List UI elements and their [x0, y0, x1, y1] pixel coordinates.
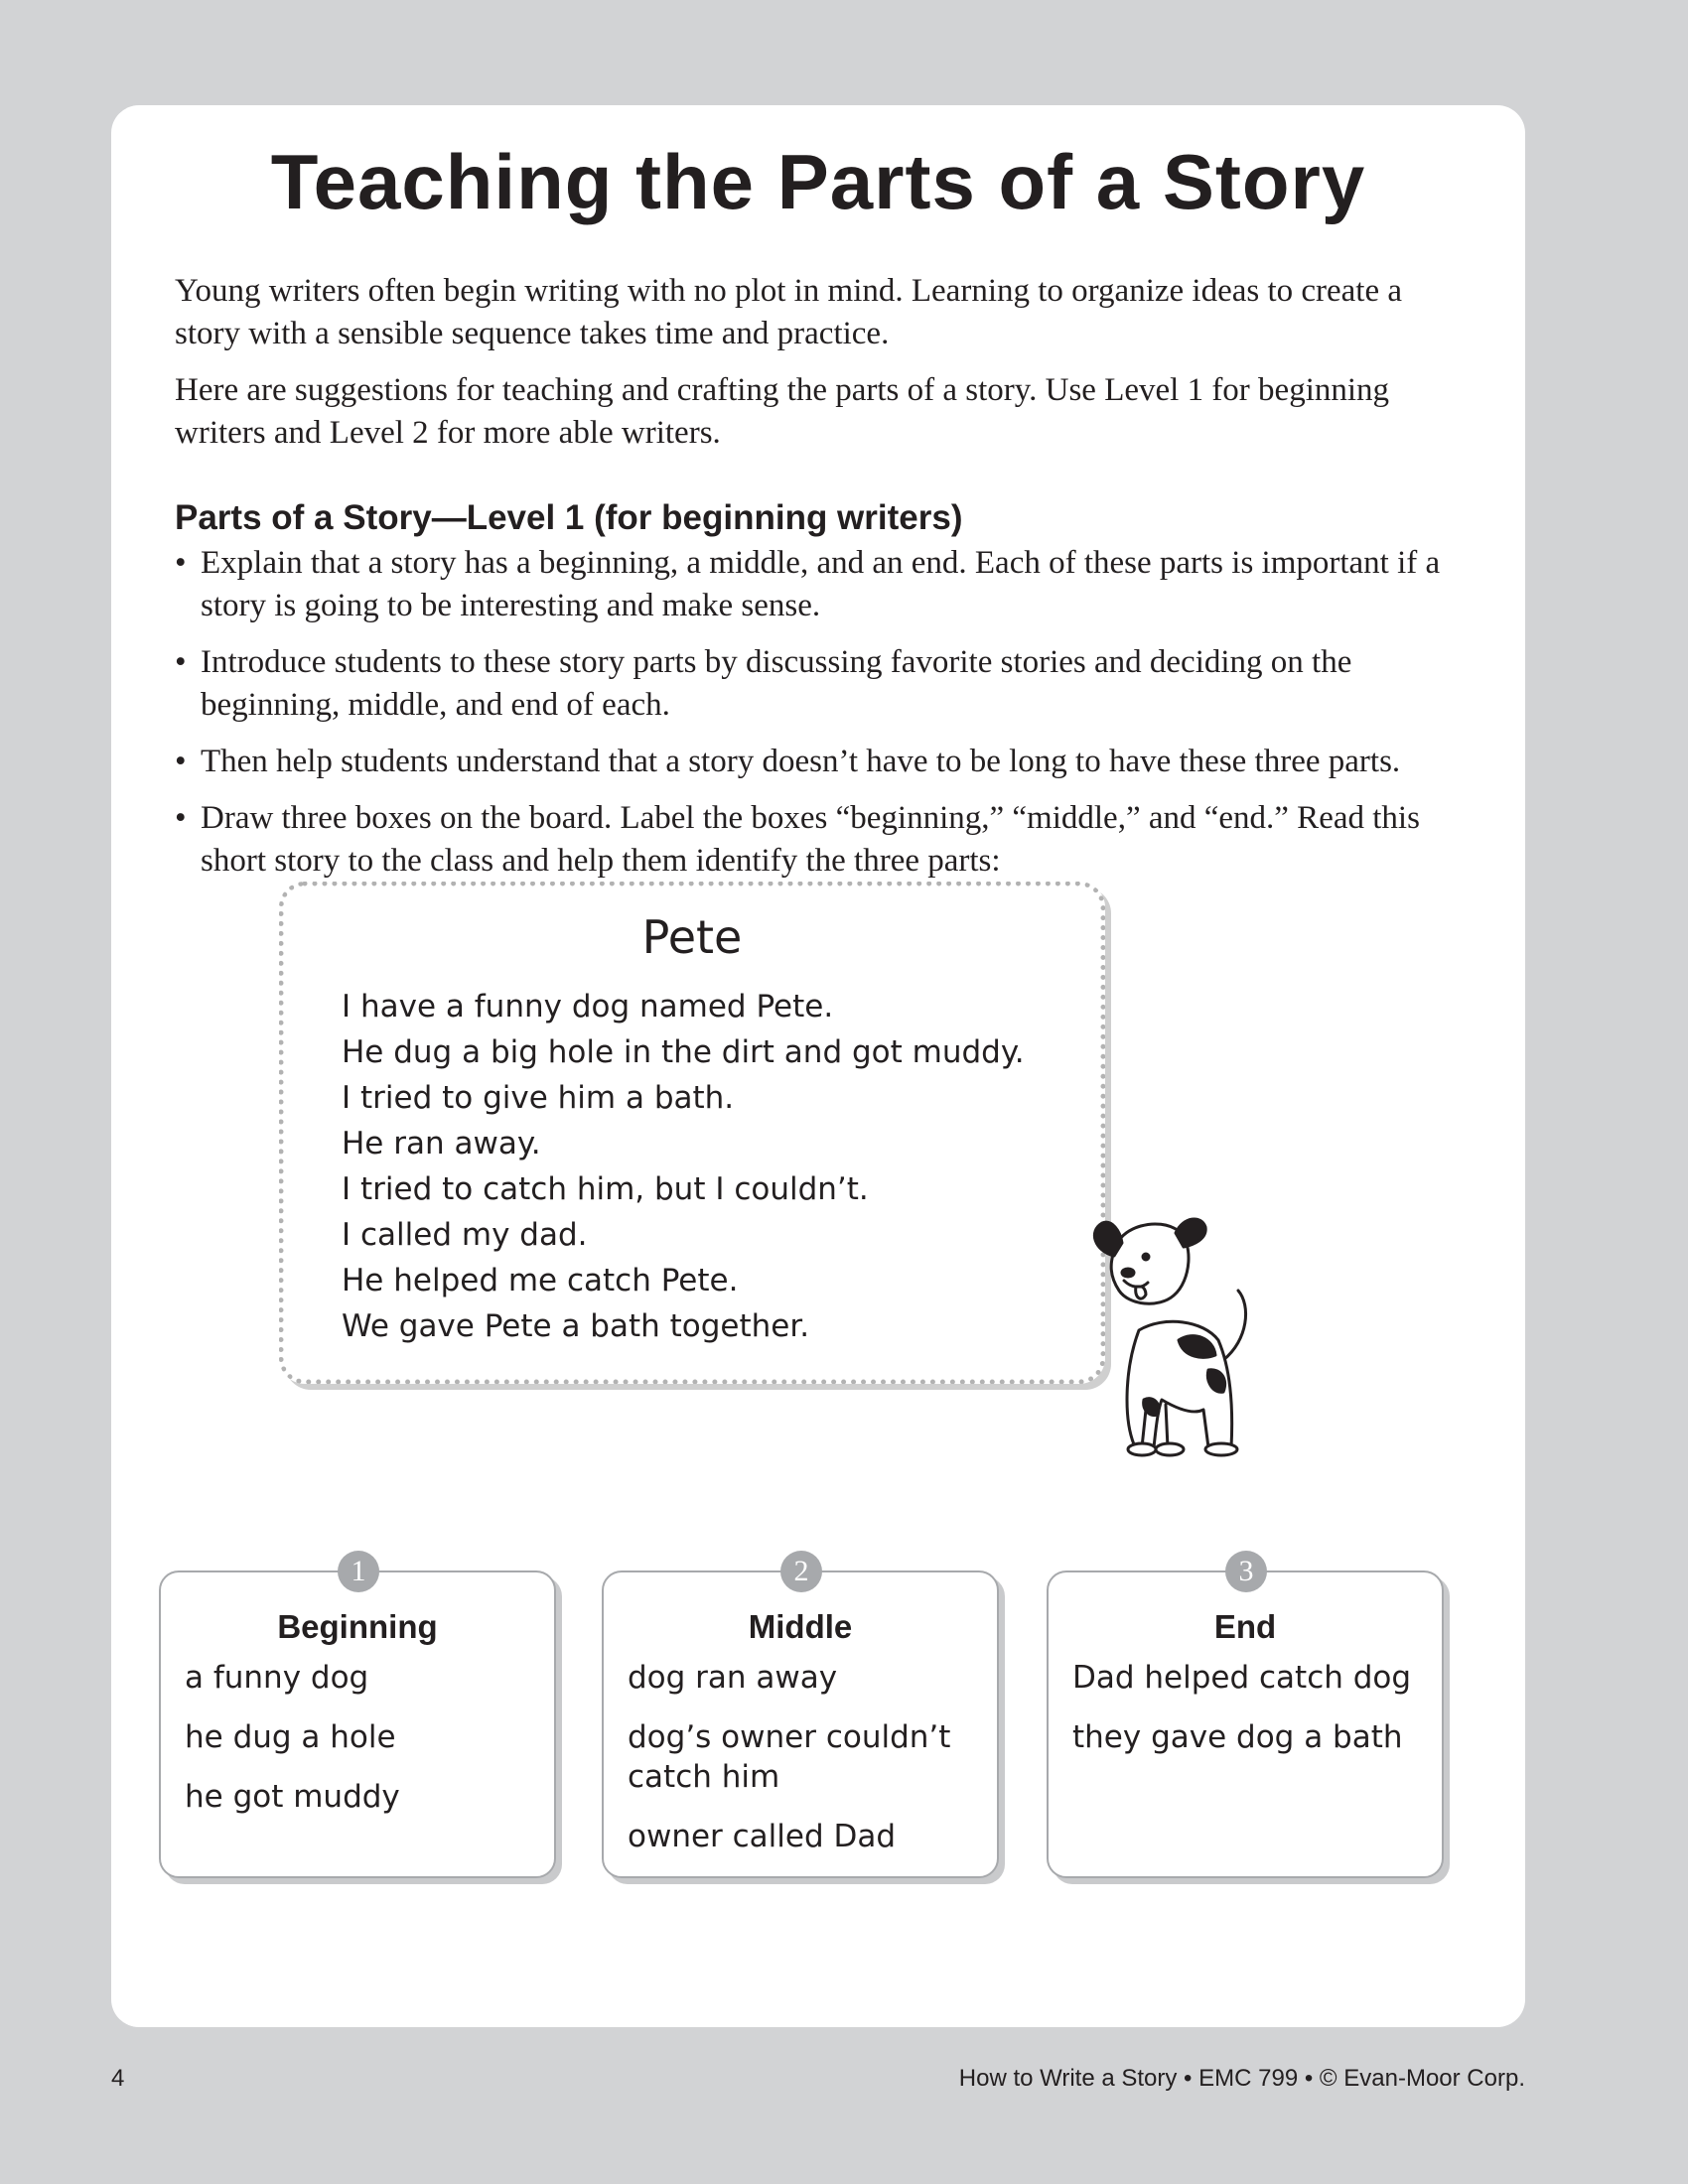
card-item: Dad helped catch dog: [1072, 1660, 1412, 1696]
intro-paragraph: Young writers often begin writing with no plot in mind. Learning to organize ideas to create a story with a sensible sequence takes time and practice.: [175, 273, 1403, 351]
bullet-icon: •: [175, 545, 187, 581]
middle-card: [602, 1555, 999, 1878]
bullet-item: [175, 641, 1466, 727]
card-item: a funny dog: [185, 1660, 369, 1696]
card-item: dog’s owner couldn’t catch him: [628, 1719, 951, 1795]
story-line: We gave Pete a bath together.: [342, 1308, 810, 1344]
story-box: [279, 882, 1105, 1384]
section-heading: Parts of a Story—Level 1 (for beginning writers): [175, 498, 963, 537]
story-line: I called my dad.: [342, 1217, 588, 1253]
bullet-item: [175, 542, 1466, 627]
story-line: He dug a big hole in the dirt and got muddy.: [342, 1034, 1025, 1070]
bullet-item: [175, 741, 1466, 783]
bullet-item: [175, 797, 1466, 883]
bullet-text: Introduce students to these story parts by discussing favorite stories and deciding on the beginning, middle, and end of each.: [201, 644, 1352, 723]
card-item: he got muddy: [185, 1779, 400, 1815]
bullet-icon: •: [175, 644, 187, 680]
card-item: he dug a hole: [185, 1719, 396, 1755]
bullet-text: Then help students understand that a story doesn’t have to be long to have these three parts.: [201, 744, 1401, 779]
intro-text: [175, 270, 1466, 469]
card-title: End: [1213, 1608, 1277, 1645]
page-number: 4: [111, 2065, 125, 2092]
end-card: [1047, 1555, 1444, 1878]
card-title: Beginning: [277, 1608, 438, 1645]
card-items: [185, 1658, 542, 1837]
card-item: owner called Dad: [628, 1819, 897, 1854]
step-number-badge: 3: [1225, 1551, 1267, 1592]
step-number-badge: 2: [780, 1551, 822, 1592]
bullet-text: Explain that a story has a beginning, a middle, and an end. Each of these parts is important if a story is going to be interesting and make sense.: [201, 545, 1441, 623]
story-line: He ran away.: [342, 1126, 541, 1161]
step-number-badge: 1: [338, 1551, 379, 1592]
card-items: [628, 1658, 985, 1876]
footer-credit: How to Write a Story • EMC 799 • © Evan-Moor Corp.: [958, 2065, 1525, 2092]
story-line: I tried to give him a bath.: [342, 1080, 735, 1116]
beginning-card: [159, 1555, 556, 1878]
card-item: they gave dog a bath: [1072, 1719, 1403, 1755]
story-line: I tried to catch him, but I couldn’t.: [342, 1171, 869, 1207]
story-line: He helped me catch Pete.: [342, 1263, 739, 1298]
bullet-list: [175, 542, 1466, 896]
card-items: [1072, 1658, 1430, 1777]
intro-paragraph: Here are suggestions for teaching and crafting the parts of a story. Use Level 1 for beginning writers and Level 2 for more able writers.: [175, 372, 1390, 451]
bullet-text: Draw three boxes on the board. Label the boxes “beginning,” “middle,” and “end.” Read this short story to the class and help them identify the three parts:: [201, 800, 1420, 879]
card-item: dog ran away: [628, 1660, 838, 1696]
bullet-icon: •: [175, 744, 187, 779]
story-lines: [342, 984, 1025, 1349]
story-line: I have a funny dog named Pete.: [342, 989, 834, 1024]
page-title: Teaching the Parts of a Story: [270, 138, 1366, 225]
dog-illustration-icon: [1084, 1211, 1263, 1469]
bullet-icon: •: [175, 800, 187, 836]
story-title: Pete: [641, 910, 743, 964]
card-title: Middle: [748, 1608, 853, 1645]
